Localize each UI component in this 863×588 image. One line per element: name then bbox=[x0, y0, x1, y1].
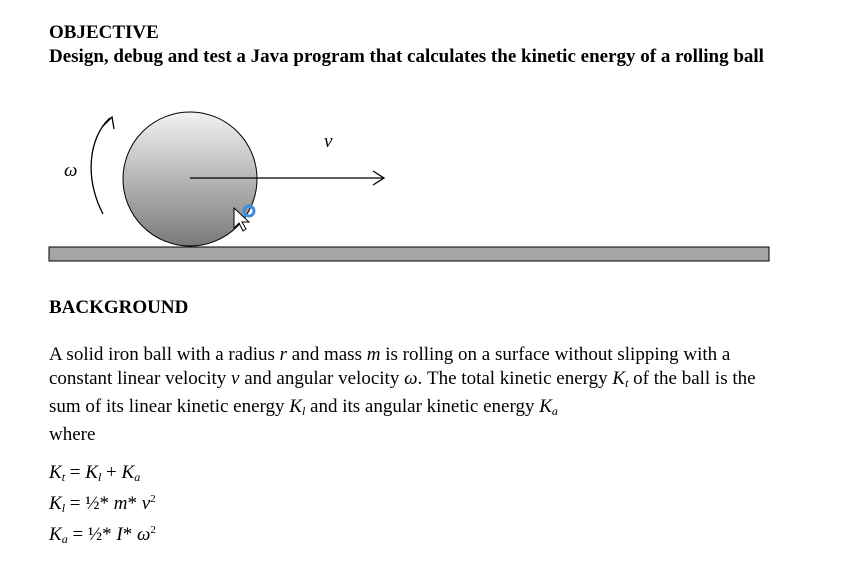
bg-text-1: A solid iron ball with a radius bbox=[49, 344, 280, 365]
formula-sub-t: t bbox=[61, 470, 66, 484]
var-omega: ω bbox=[404, 368, 418, 389]
formula-eq: = bbox=[67, 524, 88, 545]
formula-plus: + bbox=[101, 462, 122, 483]
formula-linear bbox=[49, 488, 156, 519]
formula-sub-l: l bbox=[61, 501, 66, 515]
v-label: v bbox=[324, 131, 333, 152]
rolling-ball-figure bbox=[40, 105, 780, 270]
formula-v: v bbox=[141, 493, 151, 514]
bg-text-3: is rolling on a surface without slipping with a constant linear velocity bbox=[49, 344, 731, 389]
formula-K: K bbox=[85, 462, 98, 483]
formula-half: ½* bbox=[87, 524, 112, 545]
formula-K: K bbox=[49, 493, 62, 514]
sub-t: t bbox=[625, 376, 629, 390]
background-heading: BACKGROUND bbox=[49, 297, 189, 318]
var-v: v bbox=[231, 368, 240, 389]
formula-sq: 2 bbox=[150, 493, 156, 505]
bg-text-6: of the ball is the sum of its linear kinetic energy bbox=[49, 368, 756, 417]
formula-star: * bbox=[122, 524, 133, 545]
bg-where: where bbox=[49, 424, 96, 445]
formula-star: * bbox=[127, 493, 137, 514]
formula-K: K bbox=[49, 524, 62, 545]
bg-text-5: . The total kinetic energy bbox=[417, 368, 613, 389]
omega-label: ω bbox=[64, 160, 78, 181]
var-r: r bbox=[279, 344, 288, 365]
var-K: K bbox=[289, 396, 302, 417]
ground-surface bbox=[49, 247, 769, 261]
formula-eq: = bbox=[65, 462, 86, 483]
formula-I: I bbox=[116, 524, 123, 545]
formula-K: K bbox=[121, 462, 135, 483]
formula-m: m bbox=[113, 493, 128, 514]
formula-sub-a: a bbox=[134, 470, 141, 484]
formula-half: ½* bbox=[85, 493, 109, 514]
objective-text: Design, debug and test a Java program that calculates the kinetic energy of a rolling ball bbox=[49, 46, 764, 67]
formula-total bbox=[49, 462, 156, 488]
sub-l: l bbox=[301, 404, 306, 418]
formula-sub-l: l bbox=[97, 470, 102, 484]
var-K: K bbox=[612, 368, 626, 389]
ball bbox=[123, 112, 257, 246]
rotation-arc bbox=[91, 118, 110, 214]
formula-angular bbox=[49, 519, 156, 550]
sub-a: a bbox=[551, 404, 558, 418]
bg-text-7: and its angular kinetic energy bbox=[305, 396, 540, 417]
formula-K: K bbox=[49, 462, 62, 483]
bg-text-2: and mass bbox=[287, 344, 367, 365]
var-K: K bbox=[539, 396, 552, 417]
formula-omega: ω bbox=[136, 524, 151, 545]
background-paragraph bbox=[49, 343, 789, 447]
formula-block bbox=[49, 462, 156, 550]
bg-text-4: and angular velocity bbox=[239, 368, 405, 389]
formula-sq: 2 bbox=[150, 524, 156, 536]
var-m: m bbox=[366, 344, 381, 365]
objective-heading: OBJECTIVE bbox=[49, 22, 159, 43]
formula-eq: = bbox=[65, 493, 86, 514]
formula-sub-a: a bbox=[61, 532, 68, 546]
